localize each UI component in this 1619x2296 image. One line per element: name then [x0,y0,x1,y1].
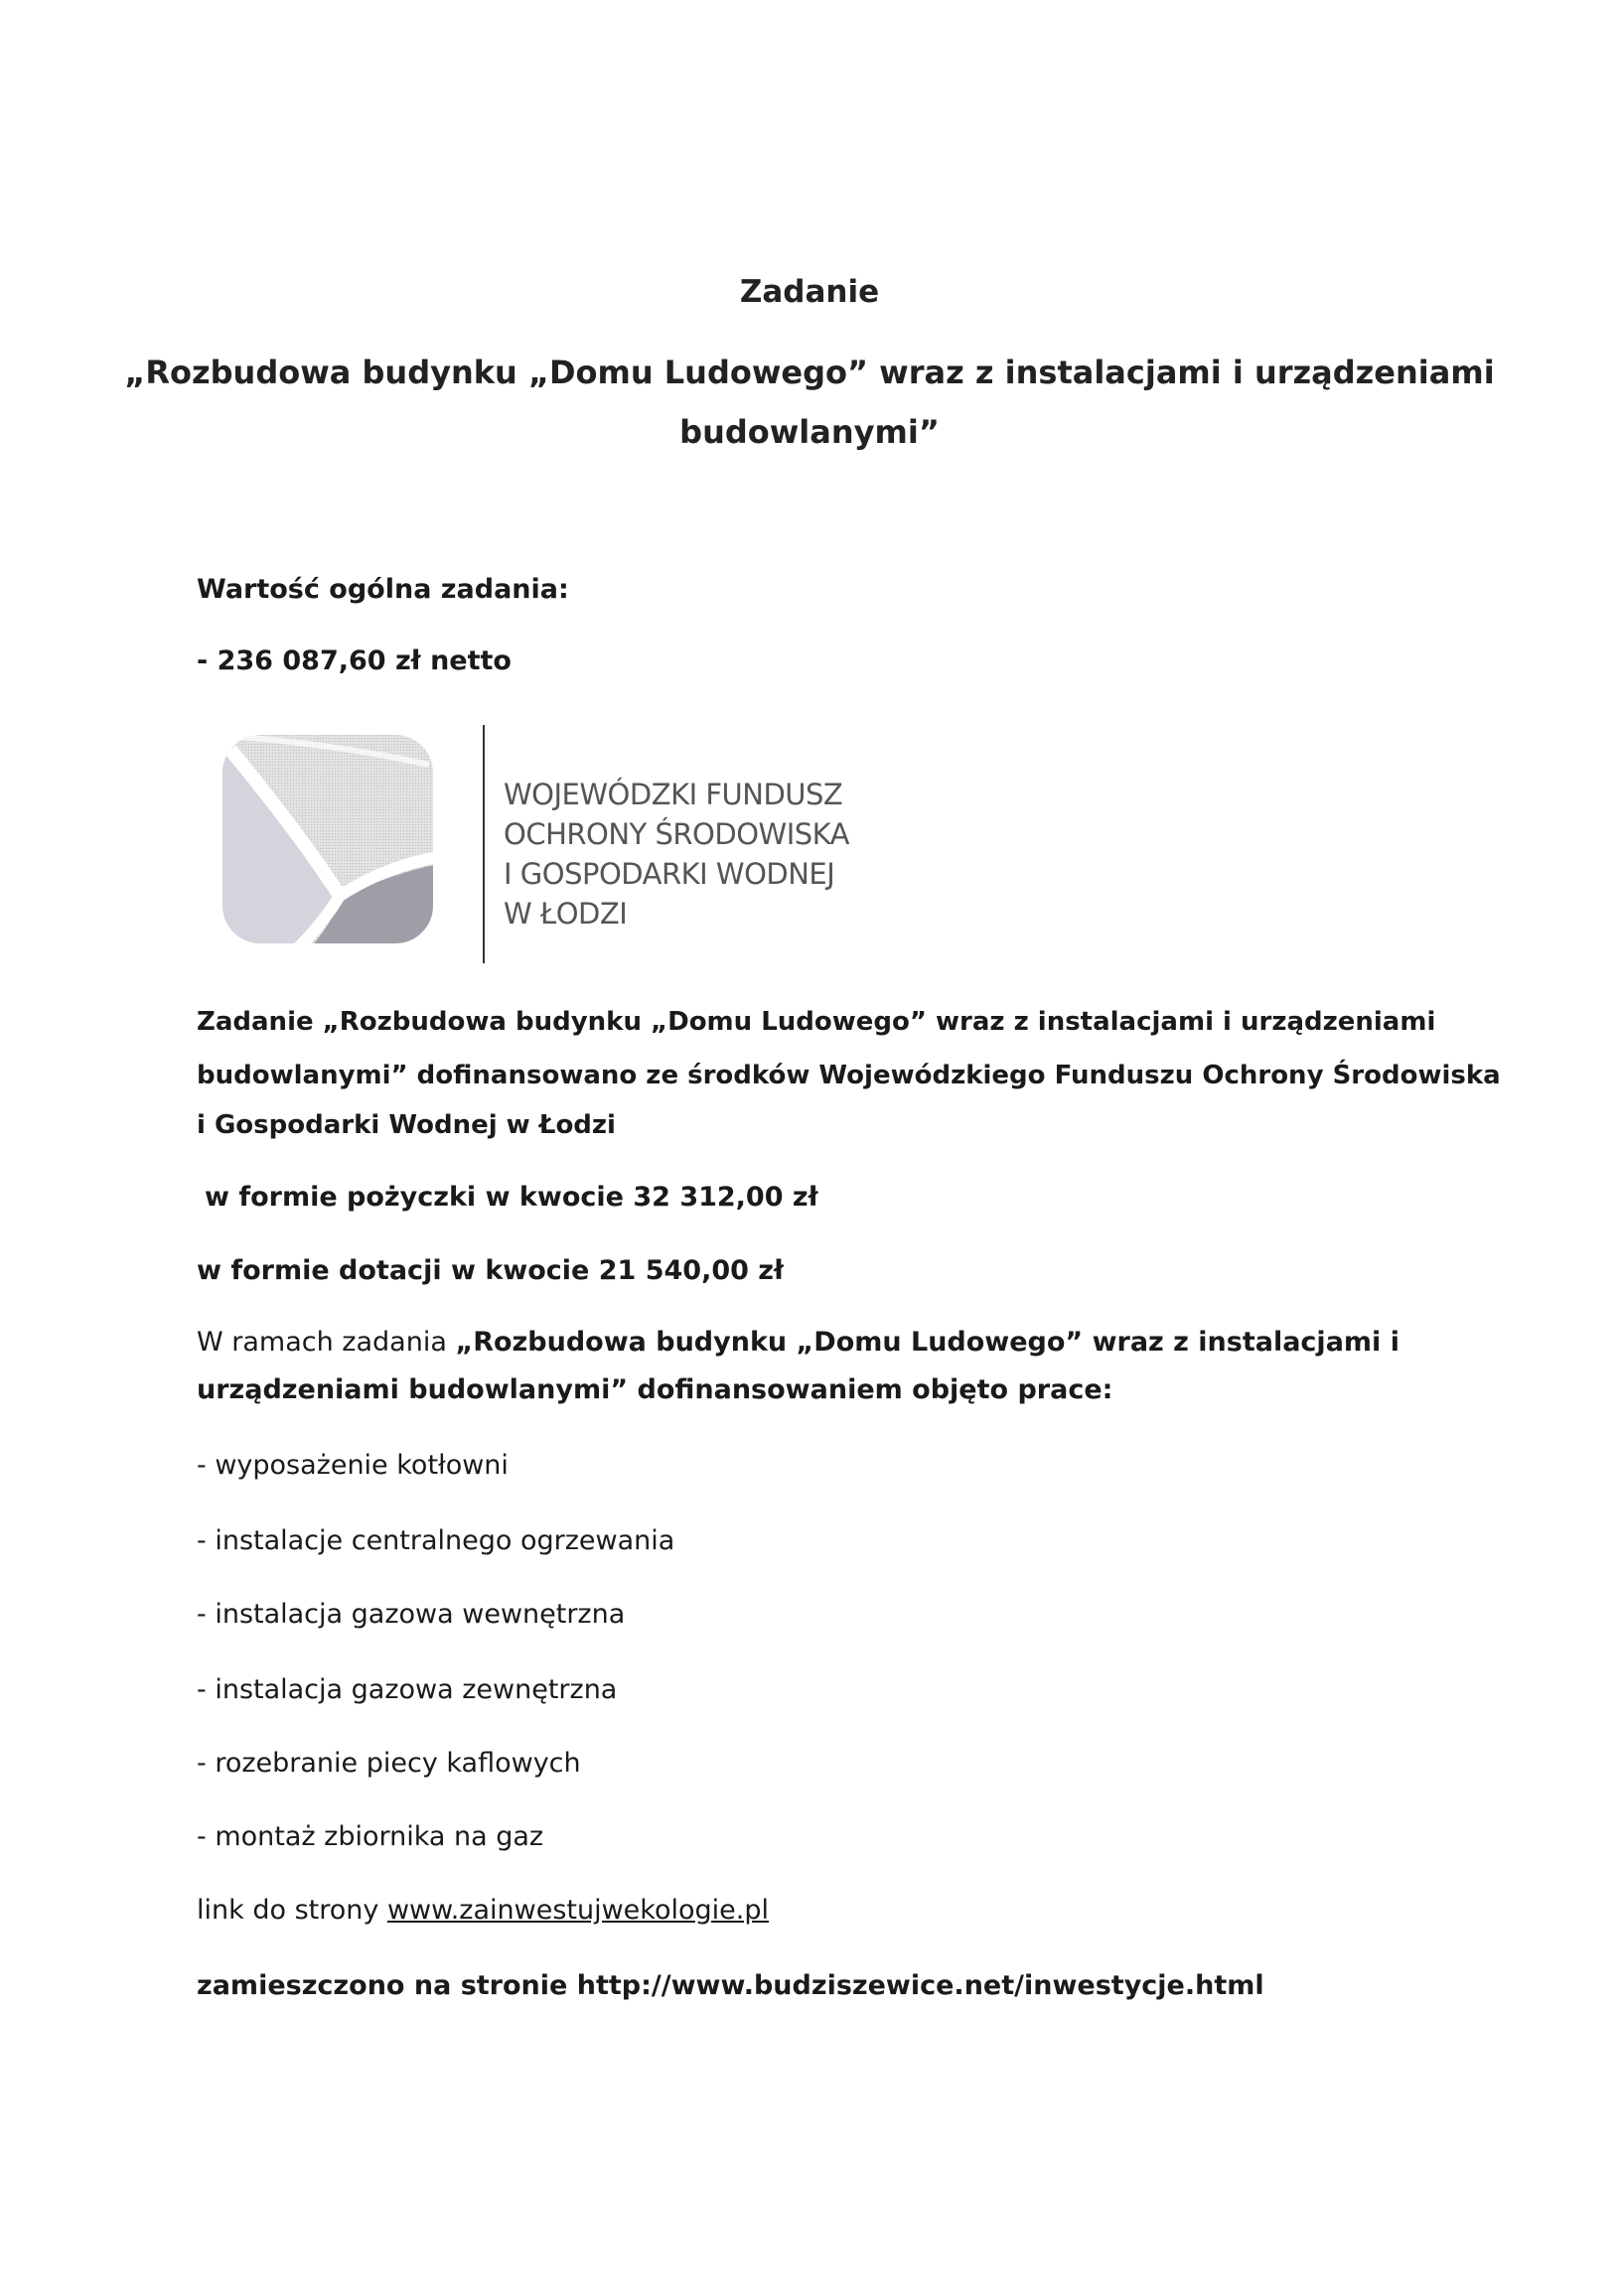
scope-item: - instalacja gazowa wewnętrzna [197,1599,626,1630]
link-prefix: link do strony [197,1895,387,1926]
logo-line-2: OCHRONY ŚRODOWISKA [504,817,850,851]
logo-line-1: WOJEWÓDZKI FUNDUSZ [504,778,843,811]
funding-para-line1: Zadanie „Rozbudowa budynku „Domu Ludowego” wraz z instalacjami i urządzeniami [197,1007,1436,1037]
scope-item: - wyposażenie kotłowni [197,1450,509,1481]
scope-intro-task: „Rozbudowa budynku „Domu Ludowego” wraz z instalacjami i [455,1327,1399,1358]
wfosigw-logo [221,725,896,963]
scope-intro-prefix: W ramach zadania [197,1327,456,1358]
value-amount: - 236 087,60 zł netto [197,646,512,676]
funding-para-line3: i Gospodarki Wodnej w Łodzi [197,1110,616,1140]
funding-para-line2: budowlanymi” dofinansowano ze środków Wojewódzkiego Funduszu Ochrony Środowiska [197,1061,1501,1090]
scope-item: - instalacje centralnego ogrzewania [197,1525,675,1556]
ecology-link[interactable]: www.zainwestujwekologie.pl [386,1895,769,1926]
value-label: Wartość ogólna zadania: [197,574,569,605]
task-name-line2: budowlanymi” [679,413,940,451]
scope-item: - instalacja gazowa zewnętrzna [197,1674,618,1705]
loan-amount: w formie pożyczki w kwocie 32 312,00 zł [205,1182,818,1213]
logo-text [504,775,849,933]
published-note: zamieszczono na stronie http://www.budziszewice.net/inwestycje.html [197,1970,1264,2001]
logo-line-4: W ŁODZI [504,897,628,931]
scope-intro-line2: urządzeniami budowlanymi” dofinansowaniem objęto prace: [197,1374,1113,1405]
logo-divider [483,725,485,963]
grant-amount: w formie dotacji w kwocie 21 540,00 zł [197,1255,785,1286]
logo-line-3: I GOSPODARKI WODNEJ [504,857,835,891]
link-line [197,1895,769,1926]
page-title: Zadanie [739,274,880,310]
scope-item: - montaż zbiornika na gaz [197,1821,544,1852]
wfosigw-logo-icon [221,725,439,953]
task-name-line1: „Rozbudowa budynku „Domu Ludowego” wraz z instalacjami i urządzeniami [124,354,1495,391]
scope-item: - rozebranie piecy kaflowych [197,1748,581,1779]
scope-intro-line1 [197,1327,1399,1358]
